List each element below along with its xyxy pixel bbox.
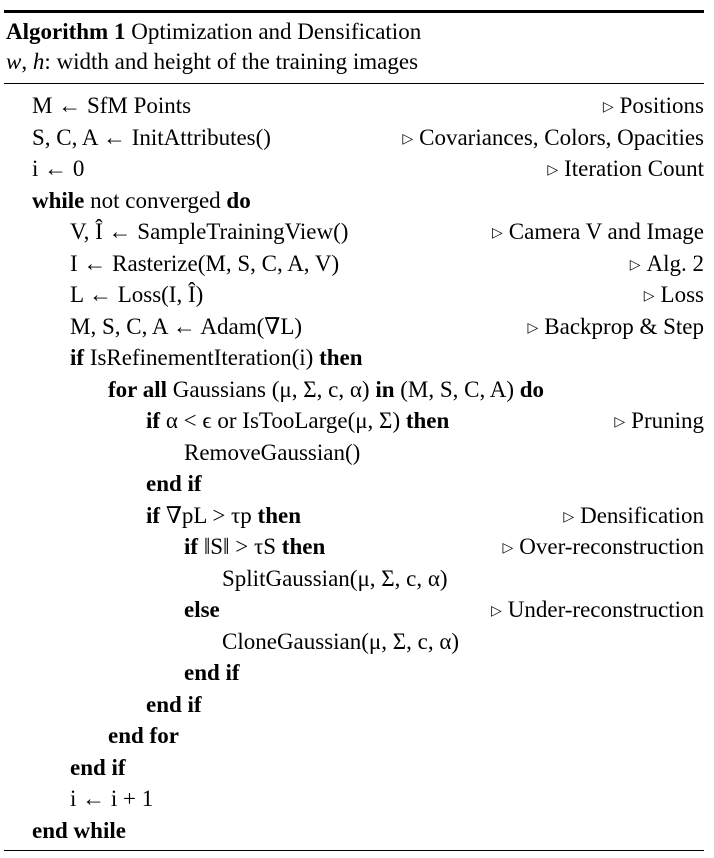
comment-triangle-icon: ▷ — [563, 509, 575, 525]
line-code: end if — [70, 754, 126, 780]
algo-line — [4, 279, 704, 311]
line-comment: ▷ Over-reconstruction — [502, 534, 704, 559]
line-code: else — [184, 597, 220, 622]
algorithm-block — [4, 10, 704, 851]
line-code: end while — [32, 817, 126, 843]
algo-line — [4, 153, 704, 185]
input-description: : width and height of the training images — [44, 49, 419, 74]
algo-line — [4, 374, 704, 406]
line-code: while not converged do — [32, 187, 251, 213]
comment-triangle-icon: ▷ — [643, 289, 655, 304]
line-code: M, S, C, A ← Adam(∇L) — [70, 313, 303, 339]
algo-line — [4, 752, 704, 784]
line-comment: ▷ Densification — [563, 502, 704, 528]
line-code: end if — [184, 660, 240, 685]
line-code: if IsRefinementIteration(i) then — [70, 345, 363, 370]
input-var-h: h — [32, 49, 45, 74]
algo-line — [4, 122, 704, 154]
algo-line — [4, 783, 704, 815]
algo-line — [4, 90, 704, 122]
algo-line — [4, 594, 704, 626]
algo-line — [4, 405, 704, 437]
algorithm-inputs: w, h: width and height of the training images — [6, 49, 419, 74]
line-code: end if — [146, 691, 202, 717]
algo-line — [4, 563, 704, 595]
line-code: if ‖S‖ > τS then — [184, 534, 326, 559]
line-comment: ▷ Positions — [602, 93, 704, 118]
algorithm-title: Optimization and Densification — [131, 19, 422, 44]
line-comment: ▷ Iteration Count — [547, 156, 704, 181]
algo-line — [4, 626, 704, 658]
line-code: S, C, A ← InitAttributes() — [32, 124, 271, 150]
algorithm-label: Algorithm 1 — [6, 19, 126, 44]
line-code: end if — [146, 471, 202, 496]
line-code: V, Î ← SampleTrainingView() — [70, 219, 349, 244]
algo-line — [4, 815, 704, 847]
input-var-w: w — [6, 49, 22, 74]
comment-triangle-icon: ▷ — [490, 604, 502, 619]
comment-triangle-icon: ▷ — [402, 131, 414, 147]
algo-line — [4, 437, 704, 469]
comment-triangle-icon: ▷ — [614, 415, 626, 430]
comment-triangle-icon: ▷ — [491, 226, 503, 241]
line-code: I ← Rasterize(M, S, C, A, V) — [70, 250, 340, 276]
line-code: RemoveGaussian() — [184, 439, 361, 465]
algo-line — [4, 531, 704, 563]
line-comment: ▷ Pruning — [614, 408, 704, 433]
line-comment: ▷ Backprop & Step — [527, 313, 704, 339]
algorithm-body — [4, 84, 704, 846]
comment-triangle-icon: ▷ — [527, 320, 539, 336]
algo-line — [4, 500, 704, 532]
comment-triangle-icon: ▷ — [602, 100, 614, 115]
line-code: for all Gaussians (μ, Σ, c, α) in (M, S, C, A) do — [108, 376, 545, 402]
comment-triangle-icon: ▷ — [629, 257, 641, 273]
line-comment: ▷ Alg. 2 — [629, 250, 704, 276]
algo-line — [4, 216, 704, 248]
line-code: end for — [108, 723, 179, 748]
algo-line — [4, 185, 704, 217]
line-code: CloneGaussian(μ, Σ, c, α) — [222, 628, 460, 654]
algo-line — [4, 657, 704, 689]
line-comment: ▷ Under-reconstruction — [490, 597, 704, 622]
comment-triangle-icon: ▷ — [502, 541, 514, 556]
line-code: M ← SfM Points — [32, 93, 192, 118]
algo-line — [4, 311, 704, 343]
line-comment: ▷ Covariances, Colors, Opacities — [402, 124, 704, 150]
algo-line — [4, 248, 704, 280]
line-code: if α < ϵ or IsTooLarge(μ, Σ) then — [146, 408, 450, 433]
line-comment: ▷ Camera V and Image — [491, 219, 704, 244]
algo-line — [4, 342, 704, 374]
line-code: SplitGaussian(μ, Σ, c, α) — [222, 565, 448, 591]
algo-line — [4, 720, 704, 752]
line-code: i ← 0 — [32, 156, 85, 181]
bottom-rule — [4, 850, 704, 851]
algo-line — [4, 689, 704, 721]
algorithm-caption — [4, 13, 704, 47]
line-code: i ← i + 1 — [70, 786, 154, 811]
comment-triangle-icon: ▷ — [547, 163, 559, 178]
algo-line — [4, 468, 704, 500]
line-code: L ← Loss(I, Î) — [70, 282, 204, 307]
line-code: if ∇pL > τp then — [146, 502, 301, 528]
line-comment: ▷ Loss — [643, 282, 704, 307]
